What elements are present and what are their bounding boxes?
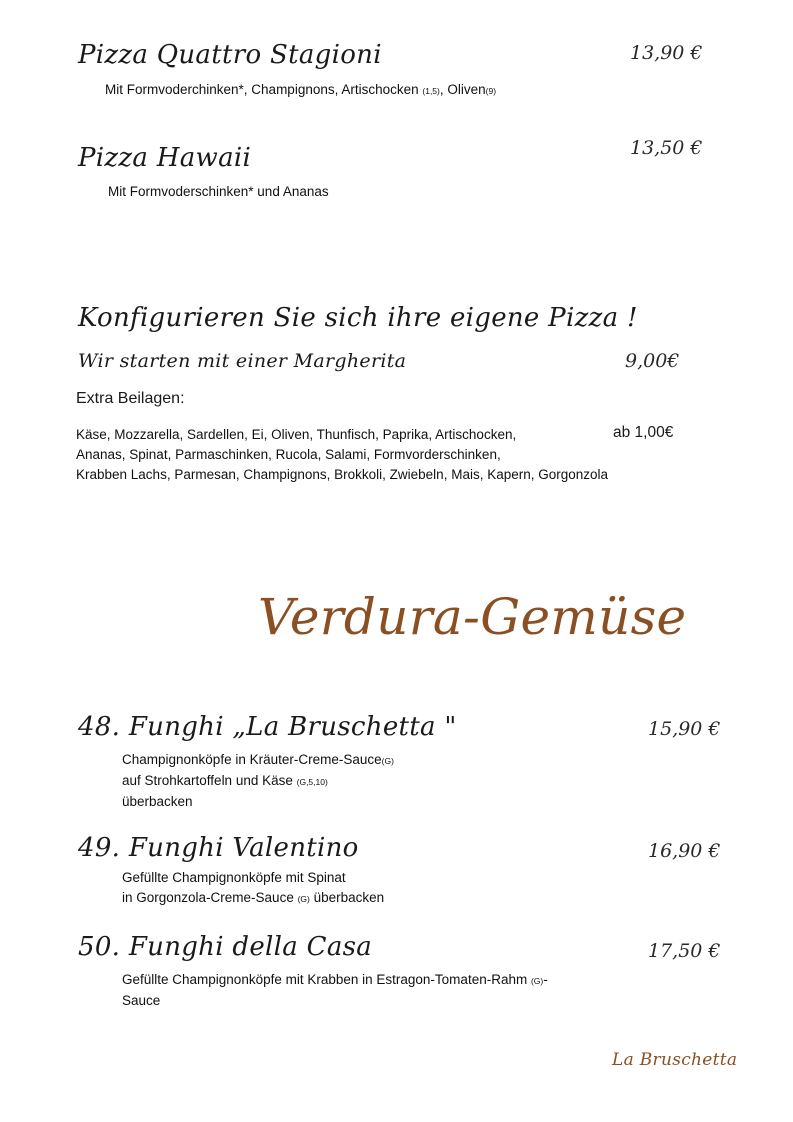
item-50-price: 17,50 € xyxy=(648,940,721,962)
item-49-name: 49. Funghi Valentino xyxy=(78,833,359,863)
custom-base-label: Wir starten mit einer Margherita xyxy=(78,350,407,372)
pizza-hawaii-name: Pizza Hawaii xyxy=(78,143,252,173)
item-48-desc: Champignonköpfe in Kräuter-Creme-Sauce(G) auf Strohkartoffeln und Käse (G,5,10) überbacken xyxy=(122,752,394,809)
pizza-quattro-desc: Mit Formvoderchinken*, Champignons, Artischocken (1,5), Oliven(9) xyxy=(105,82,497,97)
item-48-name: 48. Funghi „La Bruschetta " xyxy=(78,712,457,742)
custom-base-price: 9,00€ xyxy=(625,350,680,372)
pizza-quattro-name: Pizza Quattro Stagioni xyxy=(78,40,382,70)
extra-line-1: Käse, Mozzarella, Sardellen, Ei, Oliven, Thunfisch, Paprika, Artischocken, xyxy=(76,427,517,442)
extra-price: ab 1,00€ xyxy=(613,424,674,441)
extra-line-2: Ananas, Spinat, Parmaschinken, Rucola, Salami, Formvorderschinken, xyxy=(76,447,501,462)
custom-pizza-title: Konfigurieren Sie sich ihre eigene Pizza ! xyxy=(78,303,638,333)
section-title: Verdura-Gemüse xyxy=(258,588,687,646)
extra-line-3: Krabben Lachs, Parmesan, Champignons, Brokkoli, Zwiebeln, Mais, Kapern, Gorgonzola xyxy=(76,467,609,482)
item-50-desc: Gefüllte Champignonköpfe mit Krabben in Estragon-Tomaten-Rahm (G)- Sauce xyxy=(122,972,548,1008)
item-49-price: 16,90 € xyxy=(648,840,721,862)
pizza-quattro-price: 13,90 € xyxy=(630,42,703,64)
item-49-desc: Gefüllte Champignonköpfe mit Spinat in Gorgonzola-Creme-Sauce (G) überbacken xyxy=(122,870,385,905)
extra-title: Extra Beilagen: xyxy=(76,390,185,407)
footer-brand: La Bruschetta xyxy=(612,1050,738,1070)
pizza-hawaii-desc: Mit Formvoderschinken* und Ananas xyxy=(108,184,329,199)
item-50-name: 50. Funghi della Casa xyxy=(78,932,373,962)
item-48-price: 15,90 € xyxy=(648,718,721,740)
pizza-hawaii-price: 13,50 € xyxy=(630,137,703,159)
